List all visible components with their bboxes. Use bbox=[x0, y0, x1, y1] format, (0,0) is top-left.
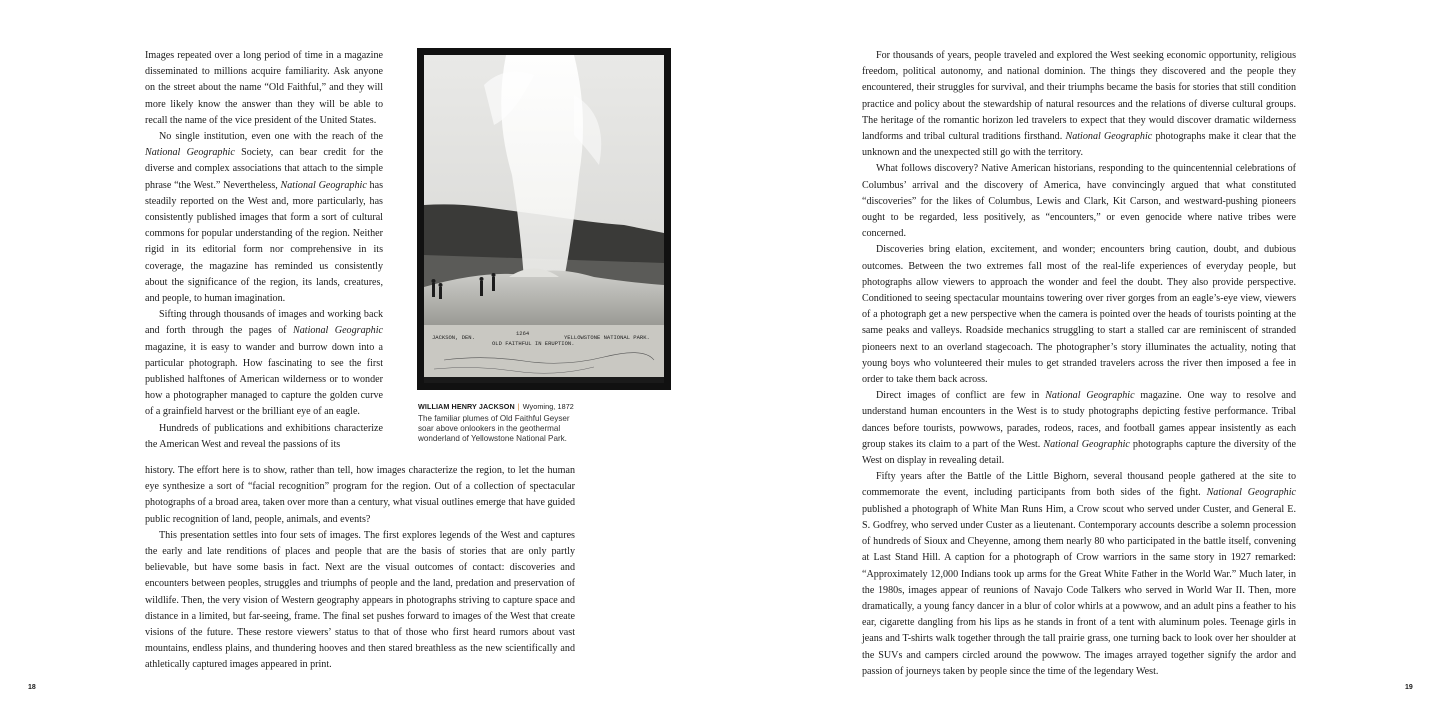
paragraph: Hundreds of publications and exhibitions characterize the American West and reveal the passions of its bbox=[145, 422, 383, 450]
page-number-right: 19 bbox=[1405, 684, 1413, 691]
caption-text: The familiar plumes of Old Faithful Geyser soar above onlookers in the geothermal wonderland of Yellowstone National Park. bbox=[418, 414, 570, 443]
paragraph: No single institution, even one with the reach of the National Geographic Society, can bear credit for the diverse and complex associations that attach to the simple phrase “the West.” Nevertheless, National Geographic has steadily reported on the West and, more particularly, has consistently published images that form a sort of cultural commons for popular understanding of the region. Neither rigid in its editorial form nor comprehensive in its coverage, the magazine has reminded us consistently about the significance of the region, its lands, creatures, and people, to human imagination. bbox=[145, 131, 384, 305]
paragraph: Direct images of conflict are few in National Geographic magazine. One way to resolve and understand human encounters in the West is to study photographs depicting festive performance. Tribal dances before tourists, powwows, parades, rodeos, races, and football games appear insistently as each group stakes its claim to a part of the West. National Geographic photographs capture the diversity of the West on display in revealing detail. bbox=[862, 390, 1297, 467]
plate-label-left: JACKSON, DEN. bbox=[432, 334, 475, 341]
paragraph: history. The effort here is to show, rather than tell, how images characterize the region, to let the human eye synthesize a sort of “facial recognition” program for the region. Out of a collection of spectacular photographs of a broad area, taken over more than a century, what visual outlines emerge that have guided public recognition of land, people, animals, and events? bbox=[145, 465, 575, 525]
paragraph: What follows discovery? Native American historians, responding to the quincentennial celebrations of Columbus’ arrival and the discovery of America, have convincingly argued that what constituted “discoveries” for the likes of Columbus, Lewis and Clark, Kit Carson, and westward-pushing pioneers ought to be regarded, less positively, as “encounters,” or even genocide where native tribes were concerned. bbox=[862, 163, 1296, 240]
page-number-left: 18 bbox=[28, 684, 36, 691]
left-column-top bbox=[145, 48, 383, 453]
paragraph: Fifty years after the Battle of the Little Bighorn, several thousand people gathered at the site to commemorate the event, including participants from both sides of the fight. National Geographic published a photograph of White Man Runs Him, a Crow scout who served under Custer, and General E. S. Godfrey, who served under Custer as a lieutenant. Contemporary accounts describe a solemn procession of hundreds of Sioux and Cheyenne, among them nearly 80 who participated in the battle itself, convening at Last Stand Hill. A caption for a photograph of Crow warriors in the same story in 1927 remarked: “Approximately 12,000 Indians took up arms for the Great White Father in the World War.” Much later, in the 1980s, images appear of reunions of Navajo Code Talkers who served in World War II. Then, more dramatically, a young fancy dancer in a blur of color whirls at a powwow, and an adult pins a feather to his ear, cigarette dangling from his lips as he stands in front of a tent with aluminum poles. Teenage girls in jeans and T-shirts walk together through the tall prairie grass, one turning back to look over her shoulder at the SUVs and campers circled around the powwow. The images arrayed together signify the ardor and passion of journeys taken by people since the time of the legendary West. bbox=[862, 471, 1297, 677]
right-column bbox=[862, 48, 1296, 680]
plate-title: OLD FAITHFUL IN ERUPTION. bbox=[492, 340, 575, 347]
right-page bbox=[720, 0, 1440, 720]
photo-caption bbox=[418, 402, 586, 444]
paragraph: For thousands of years, people traveled and explored the West seeking economic opportunity, religious freedom, political autonomy, and national dominion. The things they discovered and the people they encountered, their struggles for survival, and their triumphs became the basis for stories that still condition practice and policy about the stewardship of natural resources and the relations of diverse cultural groups. The heritage of the romantic horizon led travelers to expect that they would discover dramatic wilderness landforms and tribal cultural traditions firsthand. National Geographic photographs make it clear that the unknown and the unexpected still go with the territory. bbox=[862, 50, 1296, 159]
left-column-bottom bbox=[145, 463, 575, 674]
plate-label-right: YELLOWSTONE NATIONAL PARK. bbox=[564, 334, 650, 341]
paragraph: Images repeated over a long period of time in a magazine disseminated to millions acquire familiarity. Ask anyone on the street about the name “Old Faithful,” and they will more likely know the answer than they will be able to recall the name of the vice president of the United States. bbox=[145, 50, 383, 126]
photographer-name: WILLIAM HENRY JACKSON bbox=[418, 402, 515, 411]
plate-number: 1264 bbox=[516, 330, 530, 337]
photo-place-date: Wyoming, 1872 bbox=[522, 402, 574, 411]
paragraph: This presentation settles into four sets of images. The first explores legends of the West and captures the early and late renditions of places and people that are the basis of stories that are only partly believable, but have some basis in fact. Next are the visual outcomes of contact: discoveries and encounters between peoples, struggles and triumphs of people and the land, predation and preservation of wildlife. Then, the very vision of Western geography appears in photographs striving to capture space and distance in a limited, but far-seeing, frame. The final set pushes forward to images of the West that create visions of the future. These restore viewers’ status to that of those who first heard rumors about vast mountains, endless plains, and thundering hooves and then stared breathless as the new scientifically and athletically captured images appeared in print. bbox=[145, 529, 575, 671]
photo-credit bbox=[418, 402, 586, 411]
geyser-photograph bbox=[424, 55, 664, 383]
credit-separator: | bbox=[517, 402, 520, 411]
old-faithful-photo bbox=[417, 48, 671, 390]
paragraph: Sifting through thousands of images and working back and forth through the pages of National Geographic magazine, it is easy to wander and burrow down into a particular photograph. How fascinating to see the first published halftones of American wilderness or to wonder how a photographer managed to capture the golden curve of a grainfield harvest or the brilliant eye of an eagle. bbox=[145, 309, 383, 418]
paragraph: Discoveries bring elation, excitement, and wonder; encounters bring caution, doubt, and dubious outcomes. Between the two extremes fall most of the real-life experiences of everyday people, but photographs allow viewers to approach the wonder and feel the doubt. They also provide perspective. Conditioned to seeing spectacular mountains towering over river gorges from an eagle’s-eye view, viewers of a photograph get a new perspective when the camera is pointed over the heads of tourists pointing at the same peaks and valleys. Roadside mechanics struggling to start a stalled car are reminiscent of stranded pioneers next to an overland stagecoach. The photographer’s story illuminates the actuality, noting that young boys who volunteered their mules to get stranded travelers across the river then imposed a fee in order to take them back across. bbox=[862, 244, 1296, 386]
